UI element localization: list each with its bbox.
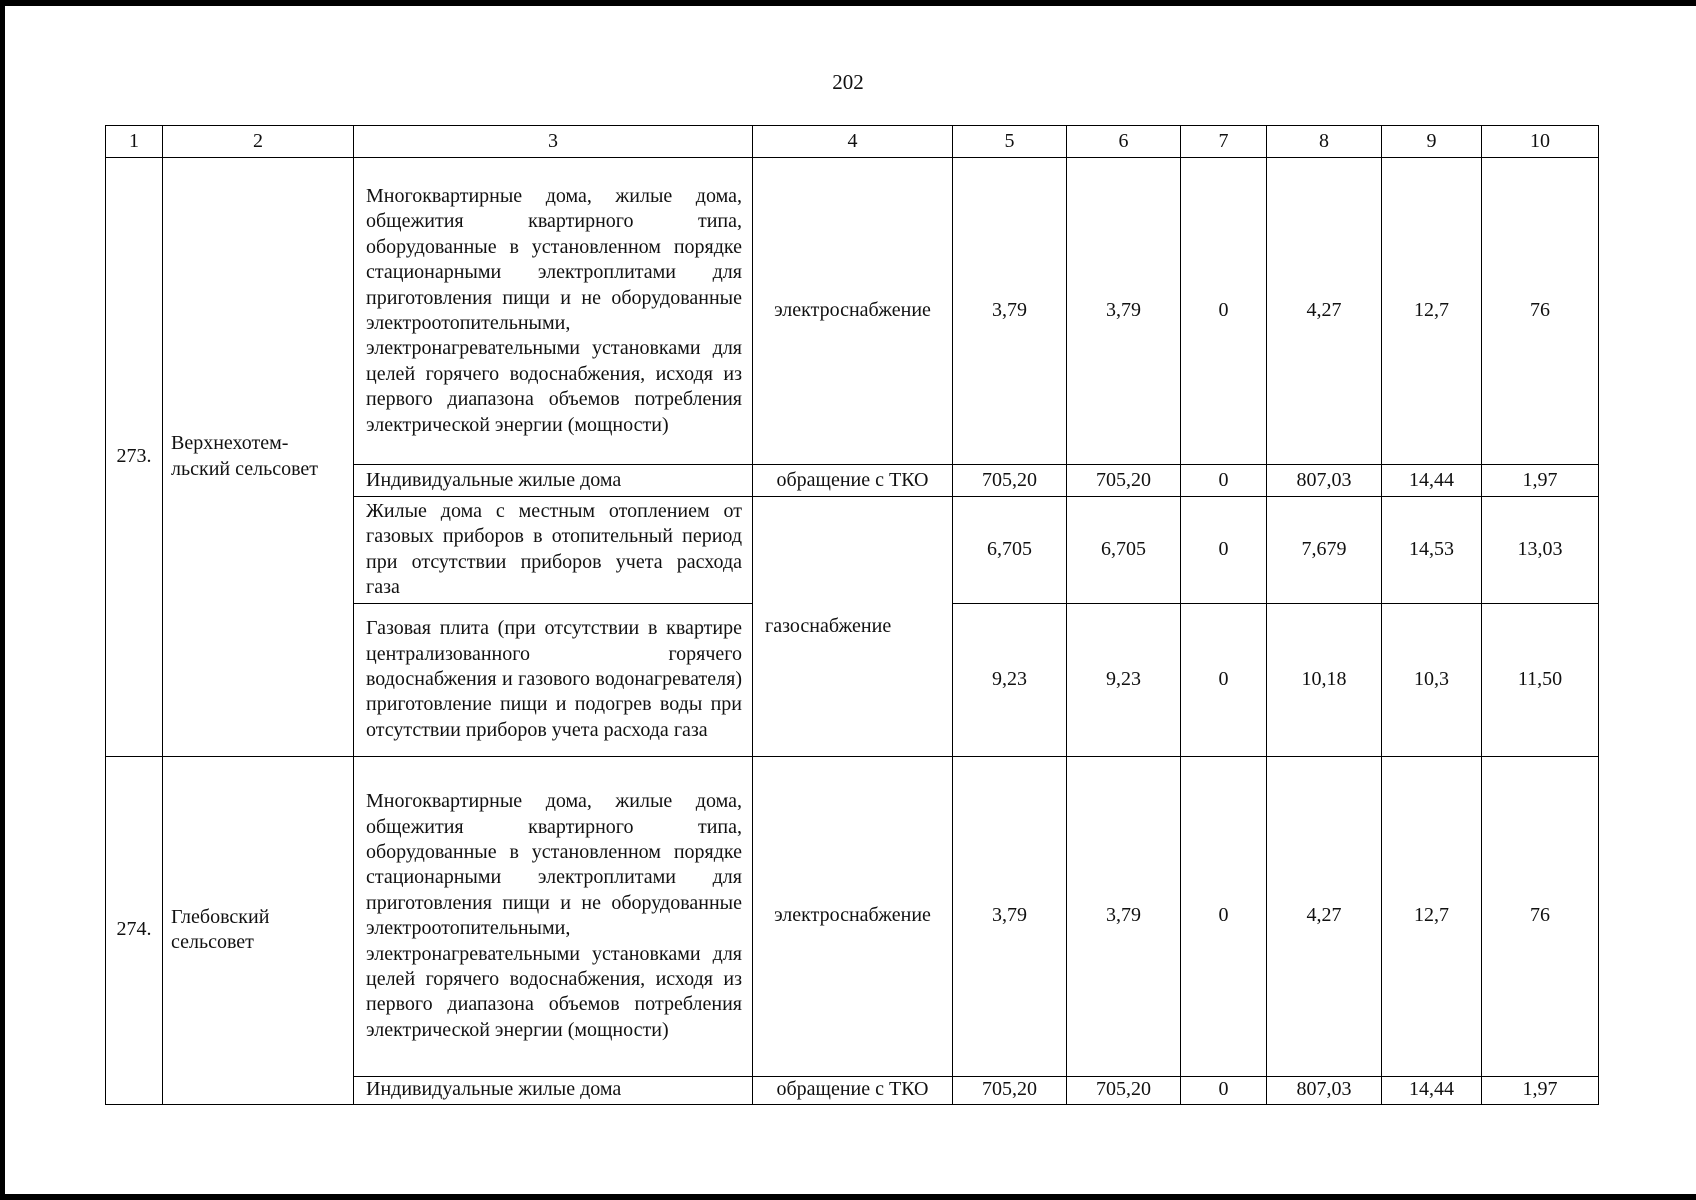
- value-cell: 6,705: [953, 497, 1067, 604]
- value-cell: 3,79: [953, 756, 1067, 1076]
- value-cell: 807,03: [1267, 465, 1382, 497]
- value-cell: 14,44: [1382, 465, 1482, 497]
- value-cell: 14,53: [1382, 497, 1482, 604]
- value-cell: 705,20: [953, 1076, 1067, 1104]
- column-header: 2: [163, 126, 354, 158]
- value-cell: 9,23: [953, 603, 1067, 756]
- value-cell: 0: [1181, 1076, 1267, 1104]
- consumer-category: Многоквартирные дома, жилые дома, общежития квартирного типа, оборудованные в установленном порядке стационарными электроплитами для приготовления пищи и не оборудованные электроотопительными, электронагревательными установками для целей горячего водоснабжения, исходя из первого диапазона объемов потребления электрической энергии (мощности): [354, 756, 753, 1076]
- value-cell: 1,97: [1482, 465, 1599, 497]
- tariff-table: [105, 125, 1599, 1105]
- settlement-name: Глебовский сельсовет: [163, 756, 354, 1104]
- consumer-category: Индивидуальные жилые дома: [354, 1076, 753, 1104]
- table-row: [106, 756, 1599, 1076]
- value-cell: 14,44: [1382, 1076, 1482, 1104]
- value-cell: 3,79: [1067, 756, 1181, 1076]
- value-cell: 7,679: [1267, 497, 1382, 604]
- column-header: 9: [1382, 126, 1482, 158]
- value-cell: 3,79: [1067, 158, 1181, 465]
- value-cell: 10,18: [1267, 603, 1382, 756]
- page-number: 202: [832, 70, 864, 94]
- row-number: 274.: [106, 756, 163, 1104]
- value-cell: 0: [1181, 603, 1267, 756]
- settlement-name: Верхнехотем-льский сельсовет: [163, 158, 354, 757]
- value-cell: 12,7: [1382, 158, 1482, 465]
- service-type: обращение с ТКО: [753, 465, 953, 497]
- value-cell: 705,20: [953, 465, 1067, 497]
- row-number: 273.: [106, 158, 163, 757]
- value-cell: 0: [1181, 497, 1267, 604]
- value-cell: 807,03: [1267, 1076, 1382, 1104]
- column-header: 8: [1267, 126, 1382, 158]
- value-cell: 705,20: [1067, 465, 1181, 497]
- value-cell: 0: [1181, 158, 1267, 465]
- service-type: газоснабжение: [753, 497, 953, 757]
- value-cell: 76: [1482, 158, 1599, 465]
- table-row: [106, 158, 1599, 465]
- value-cell: 9,23: [1067, 603, 1181, 756]
- value-cell: 11,50: [1482, 603, 1599, 756]
- value-cell: 4,27: [1267, 158, 1382, 465]
- column-header: 1: [106, 126, 163, 158]
- value-cell: 13,03: [1482, 497, 1599, 604]
- scan-border-bottom: [0, 1194, 1696, 1200]
- value-cell: 0: [1181, 756, 1267, 1076]
- column-header: 4: [753, 126, 953, 158]
- value-cell: 12,7: [1382, 756, 1482, 1076]
- column-header: 6: [1067, 126, 1181, 158]
- consumer-category: Газовая плита (при отсутствии в квартире централизованного горячего водоснабжения и газового водонагревателя) приготовление пищи и подогрев воды при отсутствии приборов учета расхода газа: [354, 603, 753, 756]
- column-header: 5: [953, 126, 1067, 158]
- value-cell: 6,705: [1067, 497, 1181, 604]
- service-type: электроснабжение: [753, 158, 953, 465]
- scan-border-left: [0, 0, 5, 1200]
- consumer-category: Многоквартирные дома, жилые дома, общежития квартирного типа, оборудованные в установленном порядке стационарными электроплитами для приготовления пищи и не оборудованные электроотопительными, электронагревательными установками для целей горячего водоснабжения, исходя из первого диапазона объемов потребления электрической энергии (мощности): [354, 158, 753, 465]
- value-cell: 76: [1482, 756, 1599, 1076]
- column-header: 7: [1181, 126, 1267, 158]
- value-cell: 10,3: [1382, 603, 1482, 756]
- value-cell: 1,97: [1482, 1076, 1599, 1104]
- table-header-row: [106, 126, 1599, 158]
- value-cell: 4,27: [1267, 756, 1382, 1076]
- scan-border-top: [0, 0, 1696, 6]
- column-header: 10: [1482, 126, 1599, 158]
- value-cell: 3,79: [953, 158, 1067, 465]
- value-cell: 705,20: [1067, 1076, 1181, 1104]
- column-header: 3: [354, 126, 753, 158]
- consumer-category: Жилые дома с местным отоплением от газовых приборов в отопительный период при отсутствии приборов учета расхода газа: [354, 497, 753, 604]
- consumer-category: Индивидуальные жилые дома: [354, 465, 753, 497]
- value-cell: 0: [1181, 465, 1267, 497]
- service-type: обращение с ТКО: [753, 1076, 953, 1104]
- service-type: электроснабжение: [753, 756, 953, 1076]
